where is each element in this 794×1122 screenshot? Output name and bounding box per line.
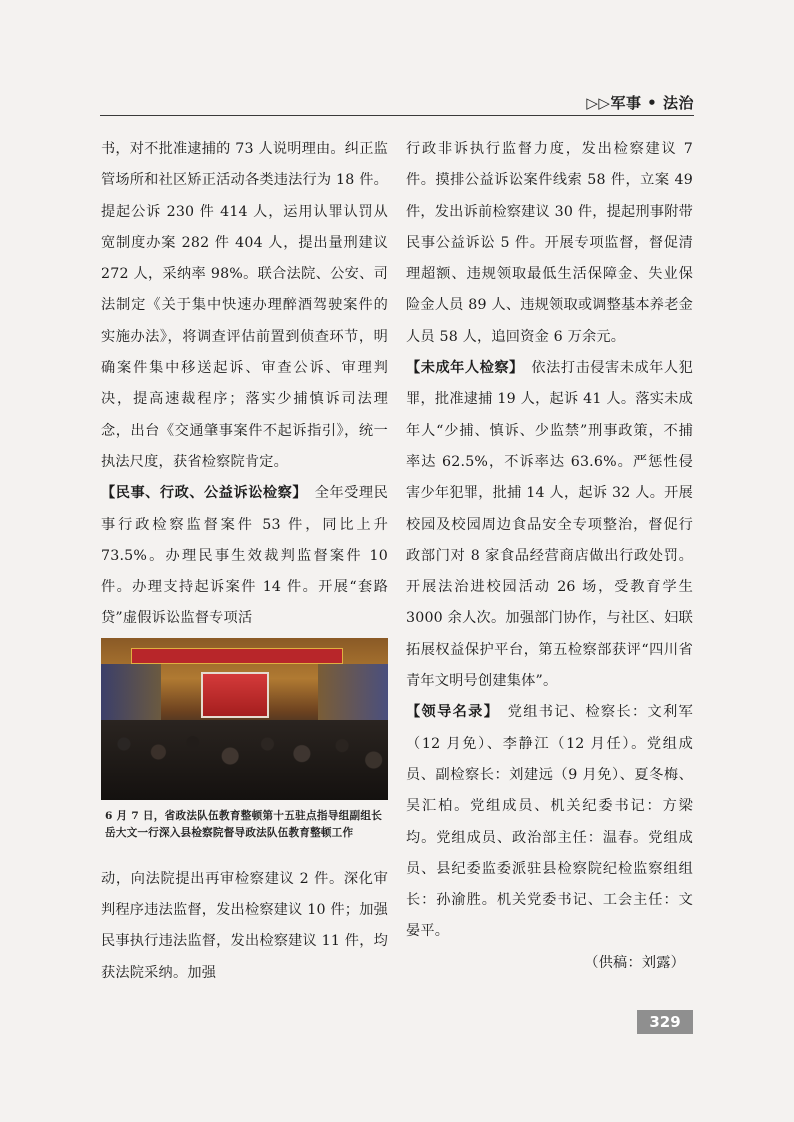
civil-text: 全年受理民事行政检察监督案件 53 件，同比上升 73.5%。办理民事生效裁判监督案件 10 件。办理支持起诉案件 14 件。开展“套路贷”虚假诉讼监督专项活 [101,485,389,627]
right-column [406,134,693,979]
meeting-photo [101,638,388,800]
heading-juvenile: 【未成年人检察】 [406,360,517,377]
leaders-text: 党组书记、检察长：文利军（12 月免）、李静江（12 月任）。党组成员、副检察长：刘建远（9 月免）、夏冬梅、吴汇柏。党组成员、机关纪委书记：方梁均。党组成员、政治部主任：温春。党组成员、县纪委监委派驻县检察院纪检监察组组长：孙渝胜。机关党委书记、工会主任：文晏平。 [406,704,693,940]
contributor-credit: （供稿：刘露） [584,954,685,971]
paragraph-prosecution: 书，对不批准逮捕的 73 人说明理由。纠正监管场所和社区矫正活动各类违法行为 18 件。提起公诉 230 件 414 人，运用认罪认罚从宽制度办案 282 件 404 人，提出量刑建议 272 人，采纳率 98%。联合法院、公安、司法制定《关于集中快速办理醉酒驾驶案件的实施办法》，将调查评估前置到侦查环节，明确案件集中移送起诉、审查公诉、审理判决，提高速裁程序；落实少捕慎诉司法理念，出台《交通肇事案件不起诉指引》，统一执法尺度，获省检察院肯定。 [101,141,388,470]
section-tag: ▷▷军事 • 法治 [586,94,694,112]
photo-screen [201,672,269,718]
photo-caption: 6 月 7 日，省政法队伍教育整顿第十五驻点指导组副组长岳大文一行深入县检察院督导政法队伍教育整顿工作 [105,809,382,839]
photo-banner [131,648,343,664]
paragraph-leaders [406,697,693,947]
heading-leaders: 【领导名录】 [406,704,493,721]
heading-civil-admin-public-interest: 【民事、行政、公益诉讼检察】 [101,485,300,502]
paragraph-juvenile [406,353,693,697]
juvenile-text: 依法打击侵害未成年人犯罪，批准逮捕 19 人，起诉 41 人。落实未成年人“少捕、慎诉、少监禁”刑事政策，不捕率达 62.5%，不诉率达 63.6%。严惩性侵害少年犯罪，批捕 14 人，起诉 32 人。开展校园及校园周边食品安全专项整治，督促行政部门对 8 家食品经营商店做出行政处罚。开展法治进校园活动 26 场，受教育学生 3000 余人次。加强部门协作，与社区、妇联拓展权益保护平台，第五检察部获评“四川省青年文明号创建集体”。 [406,360,694,690]
photo-audience [101,720,388,800]
header-rule [100,115,694,116]
paragraph-civil-continued: 动，向法院提出再审检察建议 2 件。深化审判程序违法监督，发出检察建议 10 件；加强民事执行违法监督，发出检察建议 11 件，均获法院采纳。加强 [101,870,388,981]
page-number: 329 [637,1010,693,1034]
paragraph-civil [101,478,388,634]
paragraph-administrative: 行政非诉执行监督力度，发出检察建议 7 件。摸排公益诉讼案件线索 58 件，立案 49 件，发出诉前检察建议 30 件，提起刑事附带民事公益诉讼 5 件。开展专项监督，督促清理超额、违规领取最低生活保障金、失业保险金人员 89 人、违规领取或调整基本养老金人员 58 人，追回资金 6 万余元。 [406,141,693,345]
left-column [101,134,388,989]
